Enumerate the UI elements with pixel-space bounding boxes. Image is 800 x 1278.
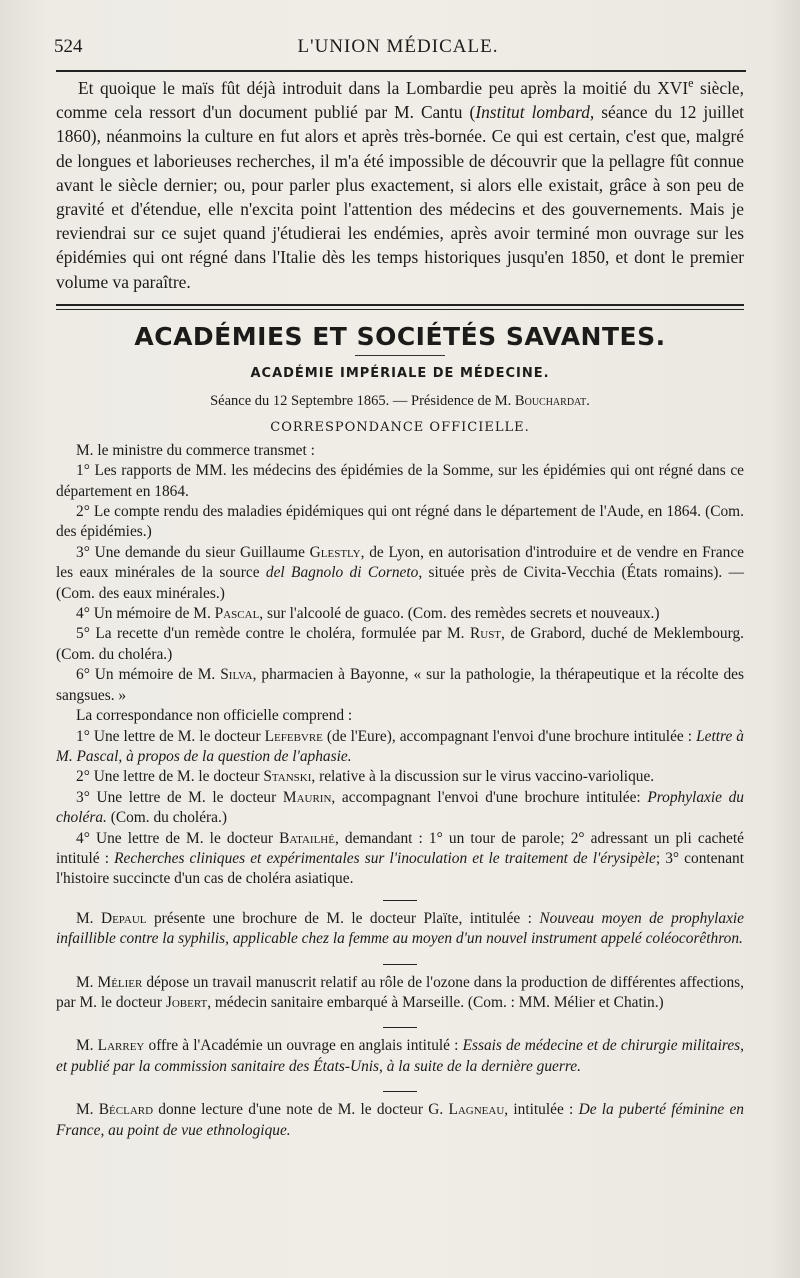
list-item bbox=[56, 543, 744, 604]
correspondance-title: CORRESPONDANCE OFFICIELLE. bbox=[270, 419, 530, 435]
text-run: 3° Une lettre de M. le docteur bbox=[76, 788, 283, 806]
text-run: Et quoique le maïs fût déjà introduit dans la Lombardie peu après la moitié du bbox=[78, 78, 658, 98]
person-name: Batailhé bbox=[279, 829, 335, 847]
text-run: M. bbox=[76, 973, 98, 991]
text-run: dépose un travail manuscrit relatif au rôle de l'ozone dans la production de différentes affections, par M. le docteur bbox=[56, 973, 744, 1011]
text-run: M. bbox=[76, 1037, 98, 1055]
list-item bbox=[56, 665, 744, 706]
text-run: , relative à la discussion sur le virus vaccino-variolique. bbox=[311, 768, 655, 786]
italic-text: Essais de médecine et de chirurgie militaires, et publié par la commission sanitaire des États-Unis, à la suite de la dernière guerre. bbox=[56, 1037, 744, 1075]
text-run: ; 3° contenant l'histoire succincte d'un cas de choléra asiatique. bbox=[56, 849, 744, 888]
separator-rule bbox=[383, 900, 417, 901]
person-name: Depaul bbox=[100, 909, 147, 927]
list-item bbox=[56, 624, 744, 665]
person-name: Mélier bbox=[97, 973, 143, 991]
text-run: , sur l'alcoolé de guaco. (Com. des remèdes secrets et nouveaux.) bbox=[259, 605, 660, 623]
italic-text: De la puberté féminine en France, au point de vue ethnologique. bbox=[56, 1101, 745, 1139]
text-run: 4° Un mémoire de M. bbox=[76, 605, 215, 623]
text-run: présente une brochure de M. le docteur Plaïte, intitulée : bbox=[146, 909, 540, 927]
text-run: M. bbox=[76, 1101, 99, 1119]
page-header bbox=[54, 36, 742, 66]
text-run: , demandant : 1° un tour de parole; 2° adressant un pli cacheté intitulé : bbox=[56, 829, 744, 867]
separator-rule bbox=[383, 1027, 417, 1028]
announcements bbox=[56, 900, 744, 1141]
text-run: 2° Une lettre de M. le docteur bbox=[76, 768, 264, 786]
text-run: (Com. du choléra.) bbox=[106, 809, 227, 827]
running-title: L'UNION MÉDICALE. bbox=[297, 36, 499, 57]
person-name: Lefebvre bbox=[264, 727, 323, 745]
list-item bbox=[56, 767, 744, 787]
text-run: M. bbox=[76, 909, 101, 927]
separator-rule bbox=[383, 964, 417, 965]
text-run: 6° Un mémoire de M. bbox=[76, 666, 221, 684]
academy-title: ACADÉMIE IMPÉRIALE DE MÉDECINE. bbox=[250, 365, 550, 381]
list-item bbox=[56, 788, 744, 829]
list-item bbox=[56, 727, 744, 768]
header-rule bbox=[56, 70, 746, 72]
list-item bbox=[56, 829, 744, 890]
italic-text: del Bagnolo di Corneto bbox=[265, 564, 419, 582]
page-body bbox=[56, 76, 744, 1141]
text-run: , de Lyon, en autorisation d'introduire et de vendre en France les eaux minérales de la source bbox=[56, 543, 744, 582]
separator-rule bbox=[383, 1091, 417, 1092]
list-item: 1° Les rapports de MM. les médecins des épidémies de la Somme, sur les épidémies qui ont régné dans ce département en 1864. bbox=[56, 462, 744, 500]
seance-text: Séance du 12 Septembre 1865. — Présidence de M. bbox=[210, 392, 515, 409]
section-title: ACADÉMIES ET SOCIÉTÉS SAVANTES. bbox=[134, 321, 666, 351]
person-name: Glestly bbox=[309, 543, 361, 561]
italic-reference: Institut lombard, bbox=[475, 102, 595, 123]
list-item bbox=[56, 604, 744, 624]
section-divider bbox=[56, 304, 744, 310]
superscript: e bbox=[688, 76, 694, 91]
text-run: séance du 12 juillet 1860), néanmoins la culture en fut alors et après très-bornée. Ce qui est certain, c'est que, malgré de longues et laborieuses recherches, il m'a été impossible de découvrir que la pellagre fût connue avant le siècle dernier; ou, pour parler plus exactement, si alors elle existait, grâce à son peu de gravité et d'étendue, elle n'excita point l'attention des médecins et des gouvernements. Mais je reviendrai sur ce sujet quand j'étudierai les endémies, après avoir terminé mon ouvrage sur les épidémies qui ont régné dans l'Italie dès les temps historiques jusqu'en 1850, et dont le premier volume va paraître. bbox=[56, 102, 745, 292]
person-name: Lagneau bbox=[448, 1101, 505, 1119]
person-name: Stanski bbox=[263, 768, 312, 786]
italic-text: Recherches cliniques et expérimentales sur l'inoculation et le traitement de l'érysipèle bbox=[114, 849, 656, 867]
list-item: La correspondance non officielle comprend : bbox=[76, 707, 353, 725]
text-run: donne lecture d'une note de M. le docteur G. bbox=[153, 1101, 449, 1119]
century-numeral: XVI bbox=[657, 78, 689, 98]
person-name: Silva bbox=[220, 666, 253, 684]
text-run: , située près de Civita-Vecchia (États romains). — (Com. des eaux minérales.) bbox=[56, 564, 744, 602]
correspondance-list bbox=[56, 441, 744, 890]
announcement-item bbox=[56, 909, 744, 950]
person-name: Béclard bbox=[98, 1101, 154, 1119]
italic-text: Lettre à M. Pascal, à propos de la question de l'aphasie. bbox=[56, 727, 744, 765]
text-run: 3° Une demande du sieur Guillaume bbox=[76, 543, 310, 561]
list-item: M. le ministre du commerce transmet : bbox=[76, 441, 315, 459]
italic-text: Prophylaxie du choléra. bbox=[56, 788, 744, 827]
text-run: , médecin sanitaire embarqué à Marseille. (Com. : MM. Mélier et Chatin.) bbox=[207, 993, 664, 1011]
text-run: , intitulée : bbox=[504, 1101, 579, 1119]
text-run: 4° Une lettre de M. le docteur bbox=[76, 829, 280, 847]
page-number: 524 bbox=[54, 36, 83, 57]
announcement-item bbox=[56, 973, 744, 1014]
italic-text: Nouveau moyen de prophylaxie infaillible contre la syphilis, applicable chez la femme au moyen d'un nouvel instrument appelé coléocorêthron. bbox=[56, 909, 745, 948]
text-run: , de Grabord, duché de Meklembourg. (Com. du choléra.) bbox=[56, 625, 744, 663]
person-name: Maurin bbox=[282, 788, 332, 806]
person-name: Jobert bbox=[165, 993, 208, 1011]
text-run: offre à l'Académie un ouvrage en anglais intitulé : bbox=[144, 1037, 463, 1055]
text-run: siècle, comme cela ressort d'un document publié par M. Cantu ( bbox=[56, 78, 744, 123]
seance-line bbox=[56, 393, 744, 410]
president-name: Bouchardat. bbox=[514, 392, 590, 409]
intro-paragraph bbox=[56, 76, 744, 294]
text-run: 1° Une lettre de M. le docteur bbox=[76, 727, 265, 745]
text-run: , accompagnant l'envoi d'une brochure intitulée: bbox=[331, 788, 648, 806]
title-underline bbox=[355, 355, 445, 356]
text-run: (de l'Eure), accompagnant l'envoi d'une brochure intitulée : bbox=[322, 727, 697, 745]
list-item: 2° Le compte rendu des maladies épidémiques qui ont régné dans le département de l'Aude, en 1864. (Com. des épidémies.) bbox=[56, 503, 744, 541]
person-name: Pascal bbox=[214, 605, 260, 623]
person-name: Rust bbox=[469, 625, 502, 643]
intro-paragraph-block bbox=[56, 76, 744, 294]
announcement-item bbox=[56, 1036, 744, 1077]
person-name: Larrey bbox=[97, 1037, 145, 1055]
text-run: , pharmacien à Bayonne, « sur la pathologie, la thérapeutique et la récolte des sangsues. » bbox=[56, 666, 744, 704]
announcement-item bbox=[56, 1100, 744, 1141]
text-run: 5° La recette d'un remède contre le choléra, formulée par M. bbox=[76, 625, 470, 643]
